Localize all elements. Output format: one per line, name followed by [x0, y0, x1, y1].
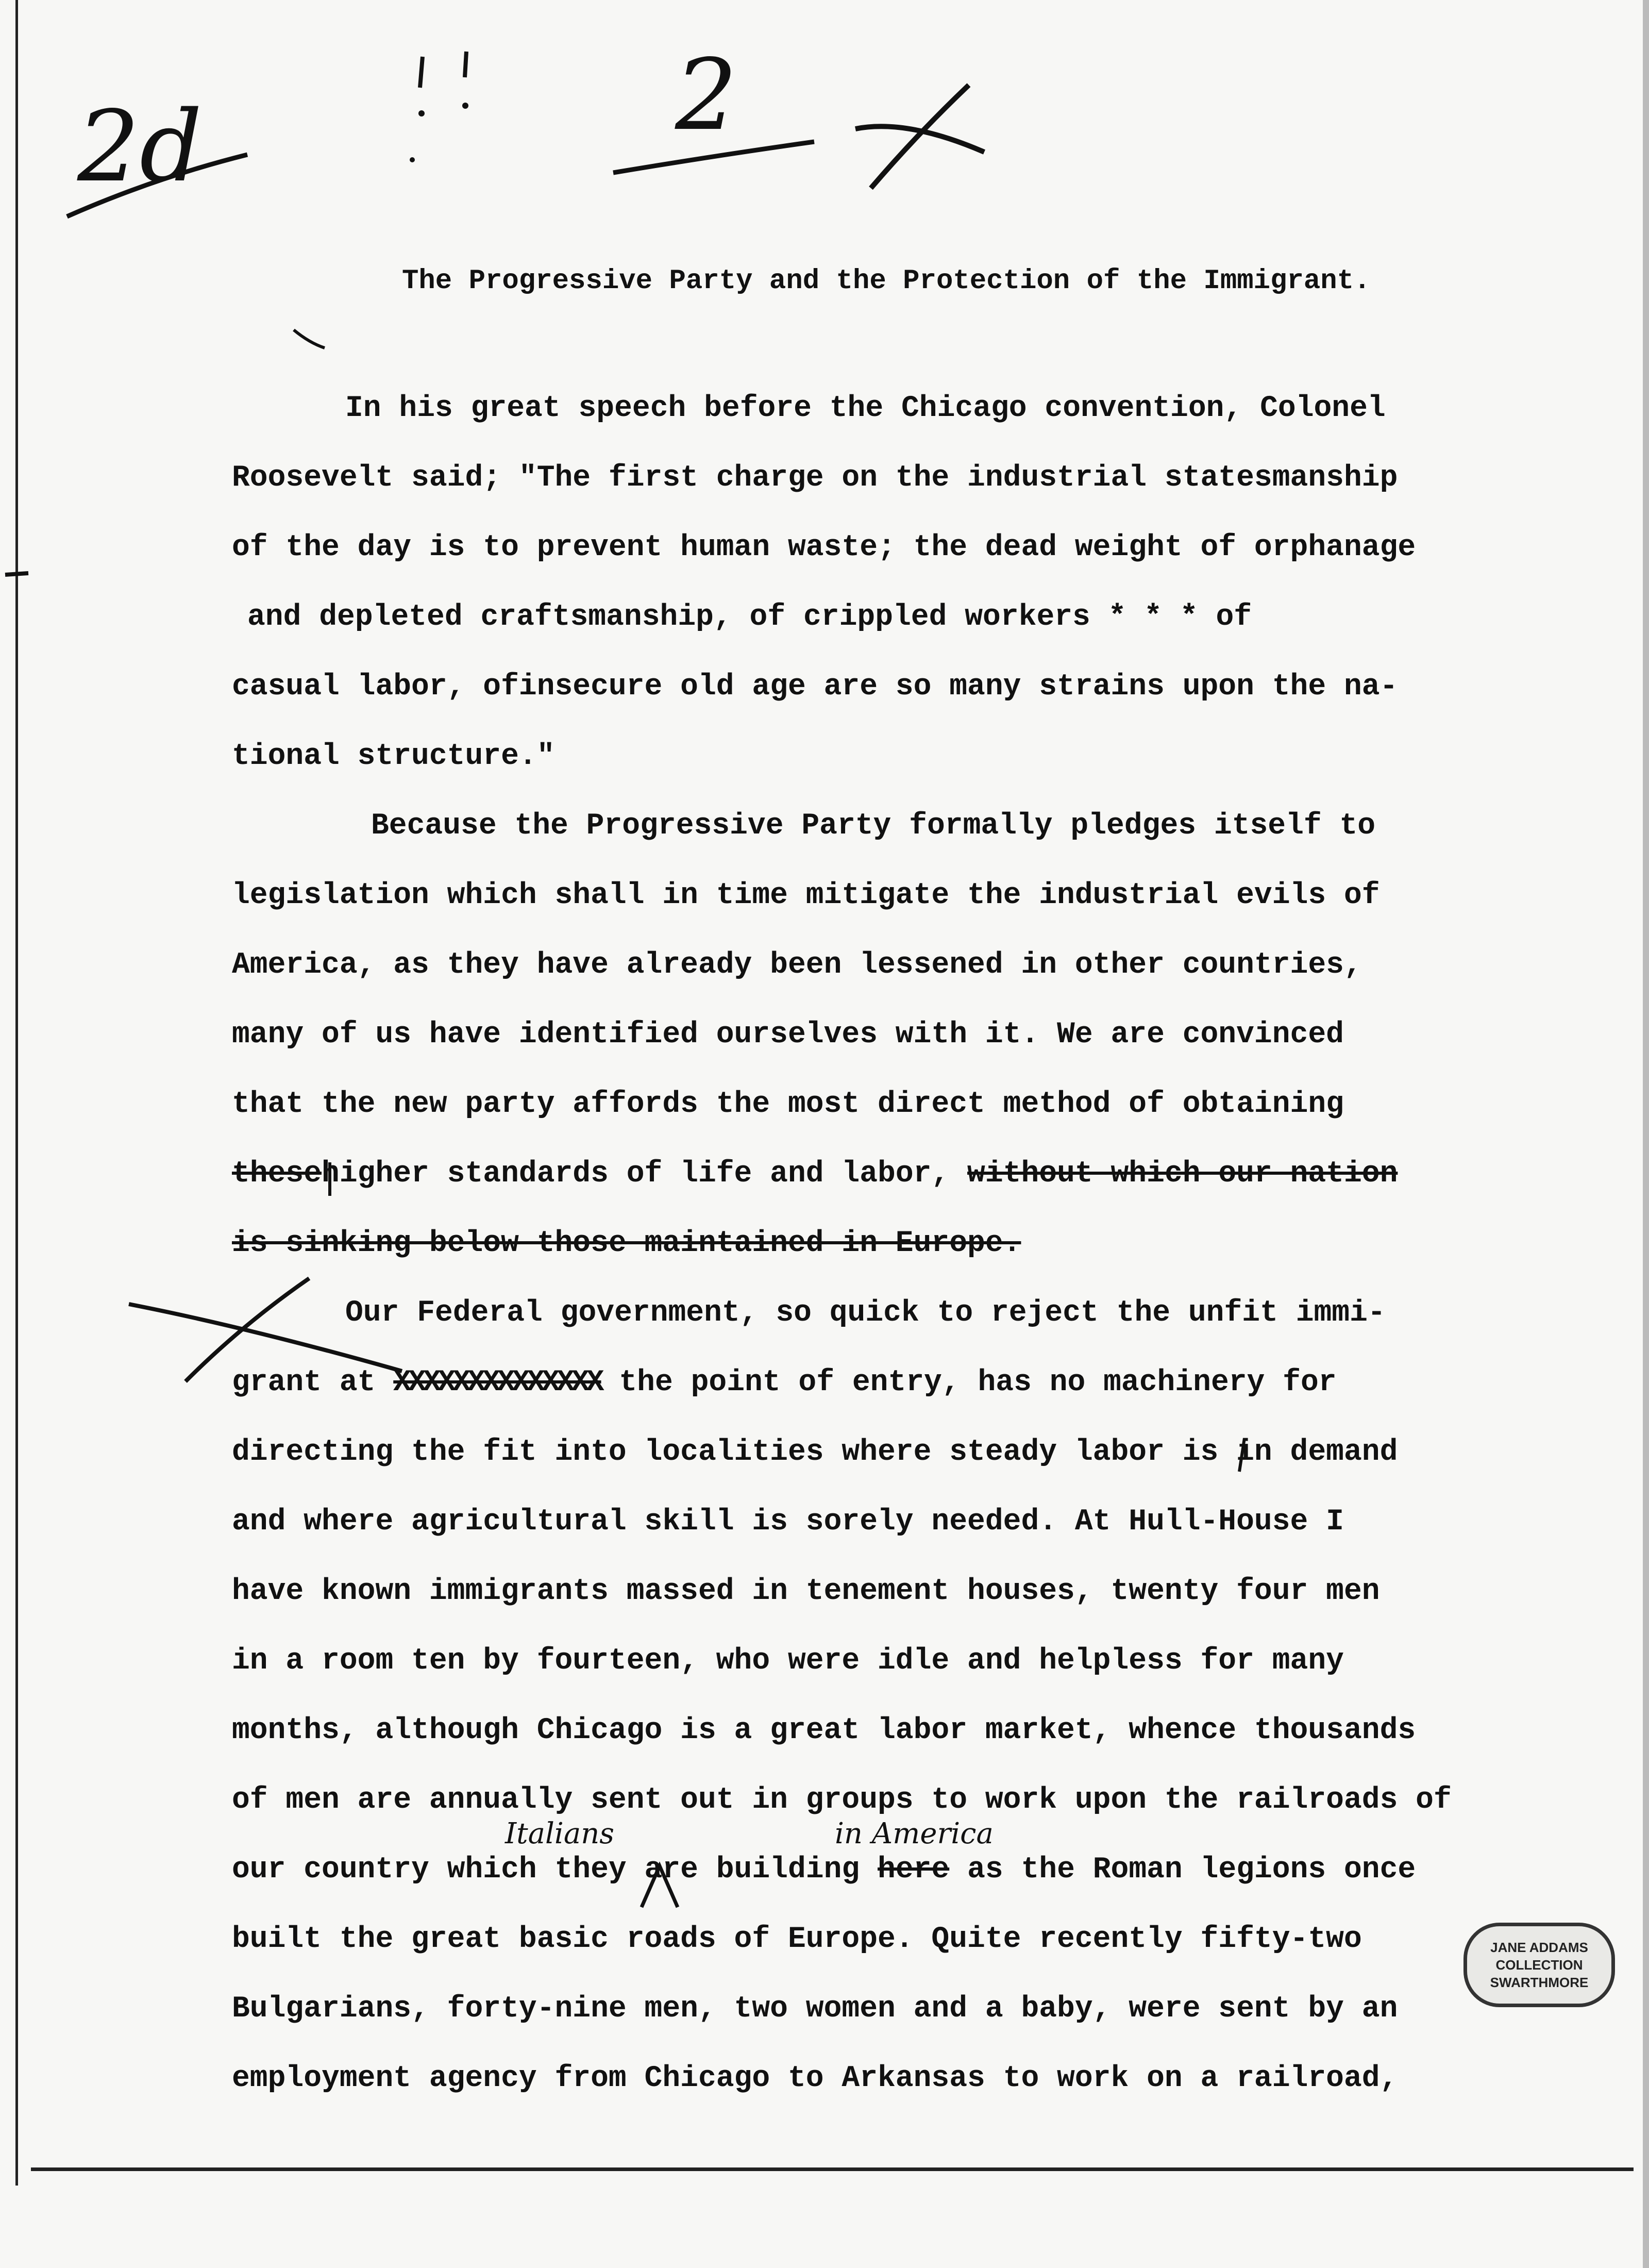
folio-number-mid: 2 — [675, 38, 737, 152]
handwritten-insert-italians: Italians — [505, 1817, 615, 1850]
folio-number-left: 2d — [77, 90, 203, 204]
check-mark-top-stroke — [871, 85, 969, 188]
text-line-18: have known immigrants massed in tenement houses, twenty four men — [232, 1575, 1380, 1608]
tick-mark — [465, 52, 466, 77]
text-line-24: Bulgarians, forty-nine men, two women and a baby, were sent by an — [232, 1992, 1398, 2026]
text-line-23: built the great basic roads of Europe. Quite recently fifty-two — [232, 1923, 1362, 1956]
dot-mark — [418, 110, 425, 116]
folio-underline — [67, 155, 247, 216]
stamp-line-1: JANE ADDAMS — [1490, 1940, 1588, 1955]
struck-phrase: without which our nation — [967, 1157, 1398, 1191]
text-line-3: of the day is to prevent human waste; the dead weight of orphanage — [232, 531, 1416, 564]
dot-mark — [462, 103, 468, 109]
stamp-line-3: SWARTHMORE — [1490, 1975, 1589, 1990]
text-line-2: Roosevelt said; "The first charge on the industrial statesmanship — [232, 461, 1398, 495]
handwritten-insert-america: in America — [835, 1817, 994, 1850]
line-15-end: the point of entry, has no machinery for — [619, 1366, 1337, 1399]
text-line-10: many of us have identified ourselves with it. We are convinced — [232, 1018, 1344, 1052]
text-line-13-struck: is sinking below those maintained in Europe. — [232, 1227, 1021, 1260]
text-line-22 — [232, 1853, 1416, 1899]
text-line-9: America, as they have already been lessened in other countries, — [232, 948, 1362, 982]
line-22-end: as the Roman legions once — [967, 1853, 1416, 1887]
line-22-start: our country which they are building — [232, 1853, 860, 1887]
text-line-16: directing the fit into localities where steady labor is in demand — [232, 1436, 1398, 1469]
text-line-14: Our Federal government, so quick to reject the unfit immi- — [345, 1296, 1386, 1330]
text-line-17: and where agricultural skill is sorely needed. At Hull-House I — [232, 1505, 1344, 1539]
small-pen-mark — [294, 330, 325, 348]
text-line-1: In his great speech before the Chicago convention, Colonel — [345, 392, 1386, 425]
text-line-25: employment agency from Chicago to Arkansas to work on a railroad, — [232, 2062, 1398, 2095]
tick-mark — [420, 57, 423, 88]
line-15-start: grant at — [232, 1366, 376, 1399]
text-line-19: in a room ten by fourteen, who were idle and helpless for many — [232, 1644, 1344, 1678]
text-line-20: months, although Chicago is a great labor market, whence thousands — [232, 1714, 1416, 1747]
text-line-4: and depleted craftsmanship, of crippled workers * * * of — [247, 601, 1252, 634]
text-line-6: tional structure." — [232, 740, 555, 773]
margin-tick — [5, 573, 28, 575]
collection-stamp — [1463, 1923, 1615, 2007]
text-line-15 — [232, 1366, 1337, 1412]
line-12-text: higher standards of life and labor, — [322, 1157, 950, 1191]
text-line-7: Because the Progressive Party formally pledges itself to — [371, 809, 1376, 843]
document-title: The Progressive Party and the Protection of the Immigrant. — [402, 265, 1371, 297]
text-line-21: of men are annually sent out in groups to work upon the railroads of — [232, 1783, 1452, 1817]
struck-word-here: here — [878, 1853, 950, 1887]
text-line-11: that the new party affords the most direct method of obtaining — [232, 1088, 1344, 1121]
text-line-5: casual labor, ofinsecure old age are so many strains upon the na- — [232, 670, 1398, 704]
struck-word-these: these — [232, 1157, 322, 1191]
dot-mark — [410, 157, 415, 162]
text-line-12 — [232, 1157, 1398, 1204]
stamp-line-2: COLLECTION — [1495, 1957, 1583, 1973]
typed-over-xs: XXXXXXXXXXXXXX — [393, 1366, 601, 1399]
folio-mid-underline — [613, 142, 814, 173]
text-line-8: legislation which shall in time mitigate the industrial evils of — [232, 879, 1380, 912]
